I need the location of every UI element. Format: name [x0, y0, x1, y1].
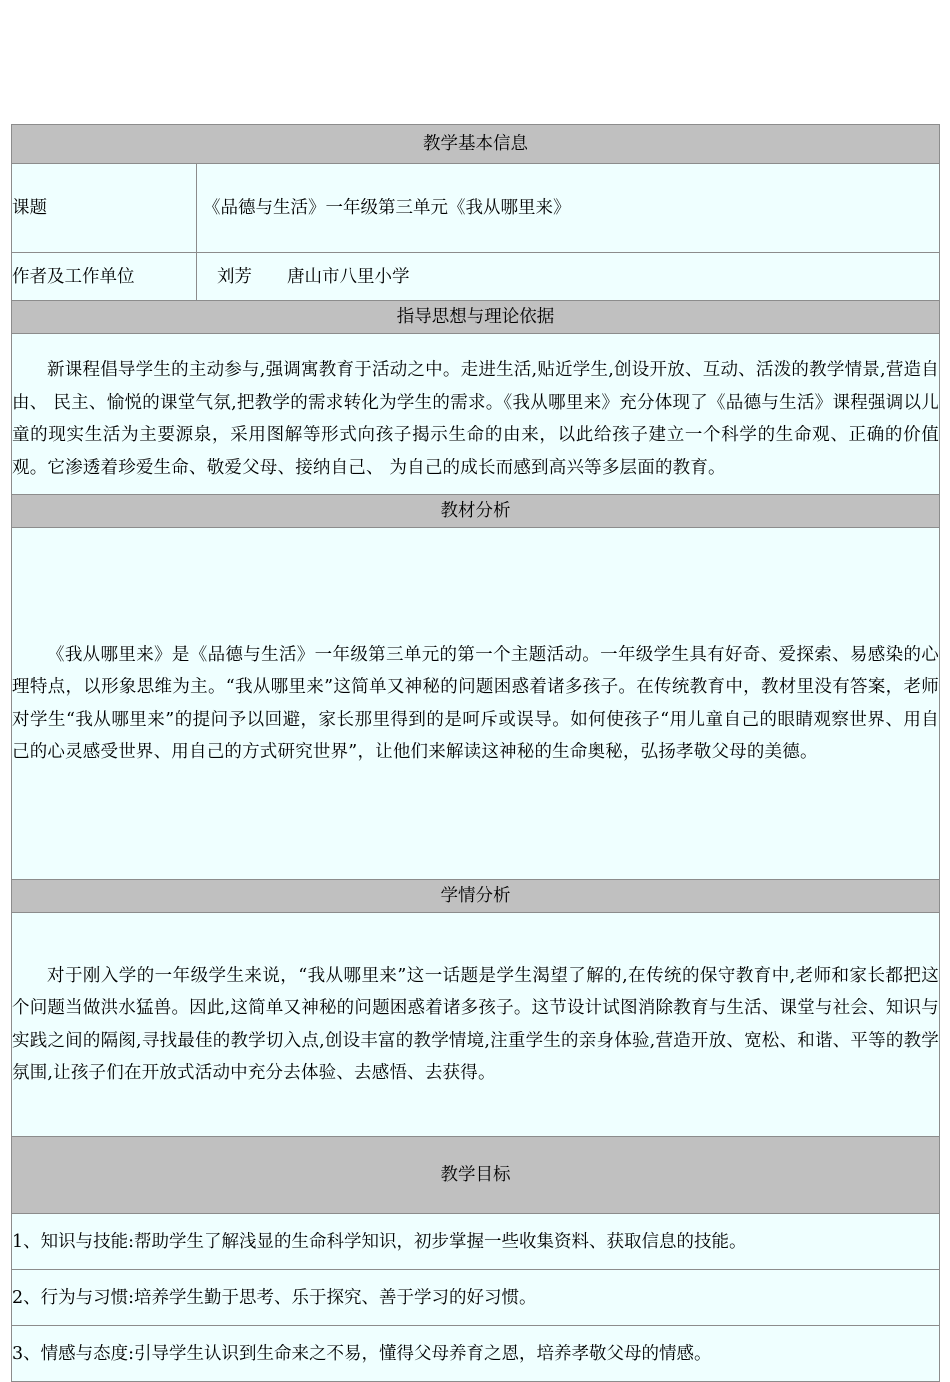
section-header-guiding: 指导思想与理论依据 — [12, 301, 940, 334]
material-cell — [12, 528, 940, 880]
section-header-objectives: 教学目标 — [12, 1137, 940, 1214]
section-header-material: 教材分析 — [12, 495, 940, 528]
student-cell — [12, 913, 940, 1137]
guiding-cell — [12, 334, 940, 495]
goal-cell-2 — [12, 1270, 940, 1326]
section-header-basic-info: 教学基本信息 — [12, 125, 940, 164]
student-paragraph: 对于刚入学的一年级学生来说，“我从哪里来”这一话题是学生渴望了解的,在传统的保守教育中,老师和家长都把这个问题当做洪水猛兽。因此,这简单又神秘的问题困惑着诸多孩子。这节设计试图消除教育与生活、课堂与社会、知识与实践之间的隔阂,寻找最佳的教学切入点,创设丰富的教学情境,注重学生的亲身体验,营造开放、宽松、和谐、平等的教学氛围,让孩子们在开放式活动中充分去体验、去感悟、去获得。 — [12, 965, 939, 1083]
goal-cell-3 — [12, 1326, 940, 1382]
guiding-paragraph: 新课程倡导学生的主动参与,强调寓教育于活动之中。走进生活,贴近学生,创设开放、互动、活泼的教学情景,营造自由、 民主、愉悦的课堂气氛,把教学的需求转化为学生的需求。《我从哪里来》充分体现了《品德与生活》课程强调以儿童的现实生活为主要源泉，采用图解等形式向孩子揭示生命的由来，以此给孩子建立一个科学的生命观、正确的价值观。它渗透着珍爱生命、敬爱父母、接纳自己、 为自己的成长而感到高兴等多层面的教育。 — [12, 360, 939, 478]
goal-item: 1、知识与技能:帮助学生了解浅显的生命科学知识，初步掌握一些收集资料、获取信息的技能。 — [12, 1231, 747, 1252]
goal-item: 3、情感与态度:引导学生认识到生命来之不易，懂得父母养育之恩，培养孝敬父母的情感。 — [12, 1343, 712, 1364]
topic-label: 课题 — [12, 164, 197, 253]
topic-value: 《品德与生活》一年级第三单元《我从哪里来》 — [197, 164, 940, 253]
goal-item: 2、行为与习惯:培养学生勤于思考、乐于探究、善于学习的好习惯。 — [12, 1287, 537, 1308]
goal-cell-1 — [12, 1214, 940, 1270]
material-paragraph: 《我从哪里来》是《品德与生活》一年级第三单元的第一个主题活动。一年级学生具有好奇、爱探索、易感染的心理特点，以形象思维为主。“我从哪里来”这简单又神秘的问题困惑着诸多孩子。在传统教育中，教材里没有答案，老师对学生“我从哪里来”的提问予以回避，家长那里得到的是呵斥或误导。如何使孩子“用儿童自己的眼睛观察世界、用自己的心灵感受世界、用自己的方式研究世界”，让他们来解读这神秘的生命奥秘，弘扬孝敬父母的美德。 — [12, 644, 939, 762]
section-header-student: 学情分析 — [12, 880, 940, 913]
author-label: 作者及工作单位 — [12, 253, 197, 301]
author-value: 刘芳 唐山市八里小学 — [197, 253, 940, 301]
lesson-plan-table — [11, 124, 940, 1382]
